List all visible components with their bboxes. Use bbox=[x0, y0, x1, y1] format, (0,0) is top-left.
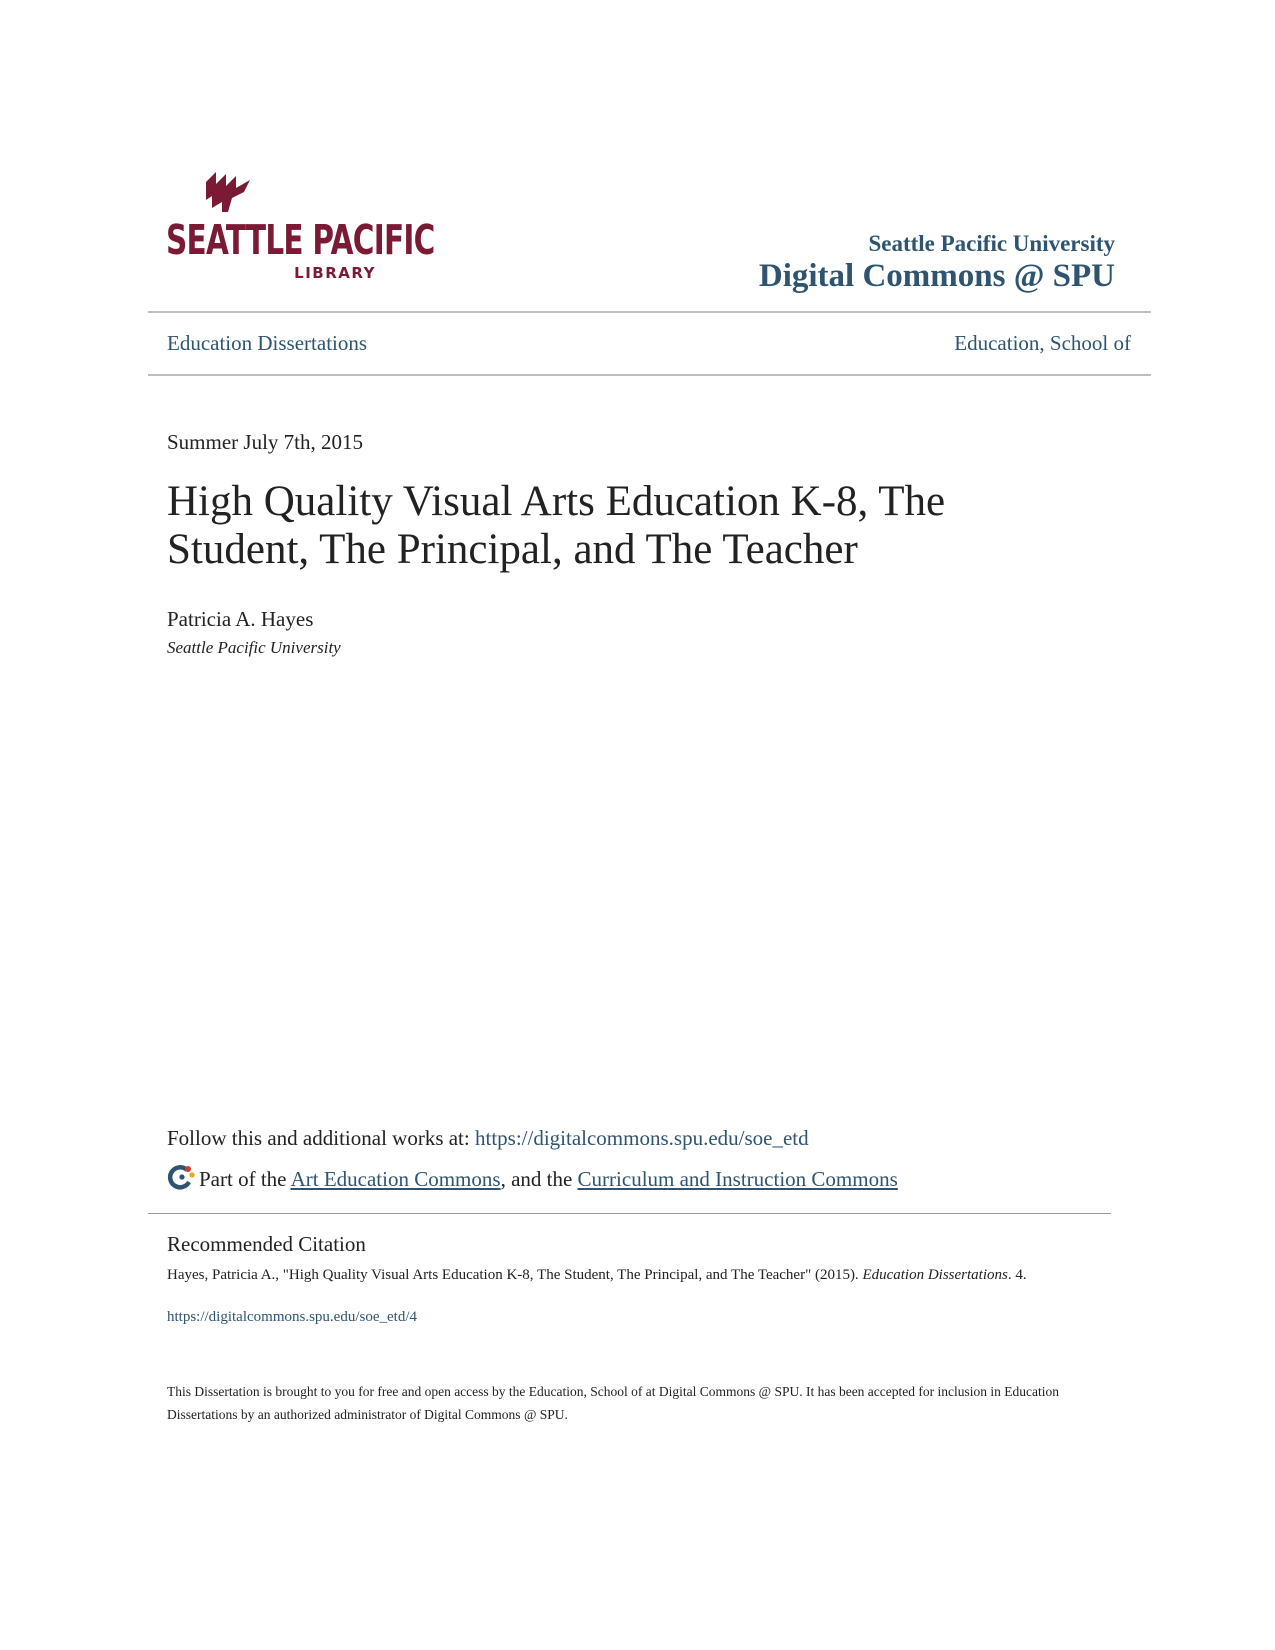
author-name: Patricia A. Hayes bbox=[167, 607, 314, 631]
repository-name-link[interactable]: Digital Commons @ SPU bbox=[758, 258, 1115, 294]
citation-body: Hayes, Patricia A., "High Quality Visual Arts Education K-8, The Student, The Principal, and The Teacher" (2015). bbox=[167, 1267, 863, 1283]
commons-prefix: Part of the bbox=[199, 1167, 291, 1191]
footer-note: This Dissertation is brought to you for free and open access by the Education, School of at Digital Commons @ SPU. It has been accepted for inclusion in Education Dissertations by an authorized administrator of Digital Commons @ SPU. bbox=[167, 1384, 1059, 1422]
logo-wordmark: SEATTLE PACIFIC bbox=[166, 216, 435, 264]
follow-url-link[interactable]: https://digitalcommons.spu.edu/soe_etd bbox=[474, 1126, 809, 1150]
citation-suffix: . 4. bbox=[1007, 1267, 1027, 1283]
curriculum-instruction-commons-link[interactable]: Curriculum and Instruction Commons bbox=[577, 1167, 898, 1191]
logo-subtitle: LIBRARY bbox=[294, 264, 376, 282]
commons-line bbox=[167, 1164, 898, 1192]
spu-library-logo[interactable] bbox=[166, 172, 435, 287]
follow-line bbox=[167, 1126, 809, 1151]
nav-divider bbox=[148, 374, 1151, 376]
series-link[interactable]: Education Dissertations bbox=[167, 331, 368, 355]
citation-journal: Education Dissertations bbox=[862, 1267, 1008, 1283]
citation-heading: Recommended Citation bbox=[167, 1232, 366, 1256]
author-affiliation: Seattle Pacific University bbox=[167, 638, 341, 657]
citation-url-link[interactable]: https://digitalcommons.spu.edu/soe_etd/4 bbox=[167, 1309, 417, 1325]
art-education-commons-link[interactable]: Art Education Commons bbox=[290, 1167, 501, 1191]
follow-prefix: Follow this and additional works at: bbox=[167, 1126, 475, 1150]
bepress-commons-icon bbox=[167, 1164, 195, 1190]
header-divider bbox=[148, 311, 1151, 313]
citation-text bbox=[167, 1264, 1047, 1286]
spu-flame-icon bbox=[202, 172, 254, 218]
school-link[interactable]: Education, School of bbox=[954, 331, 1131, 355]
publication-date: Summer July 7th, 2015 bbox=[167, 430, 364, 454]
citation-divider bbox=[148, 1213, 1111, 1214]
commons-middle: , and the bbox=[500, 1167, 578, 1191]
repository-university: Seattle Pacific University bbox=[868, 231, 1115, 256]
paper-title: High Quality Visual Arts Education K-8, The Student, The Principal, and The Teacher bbox=[167, 478, 946, 573]
